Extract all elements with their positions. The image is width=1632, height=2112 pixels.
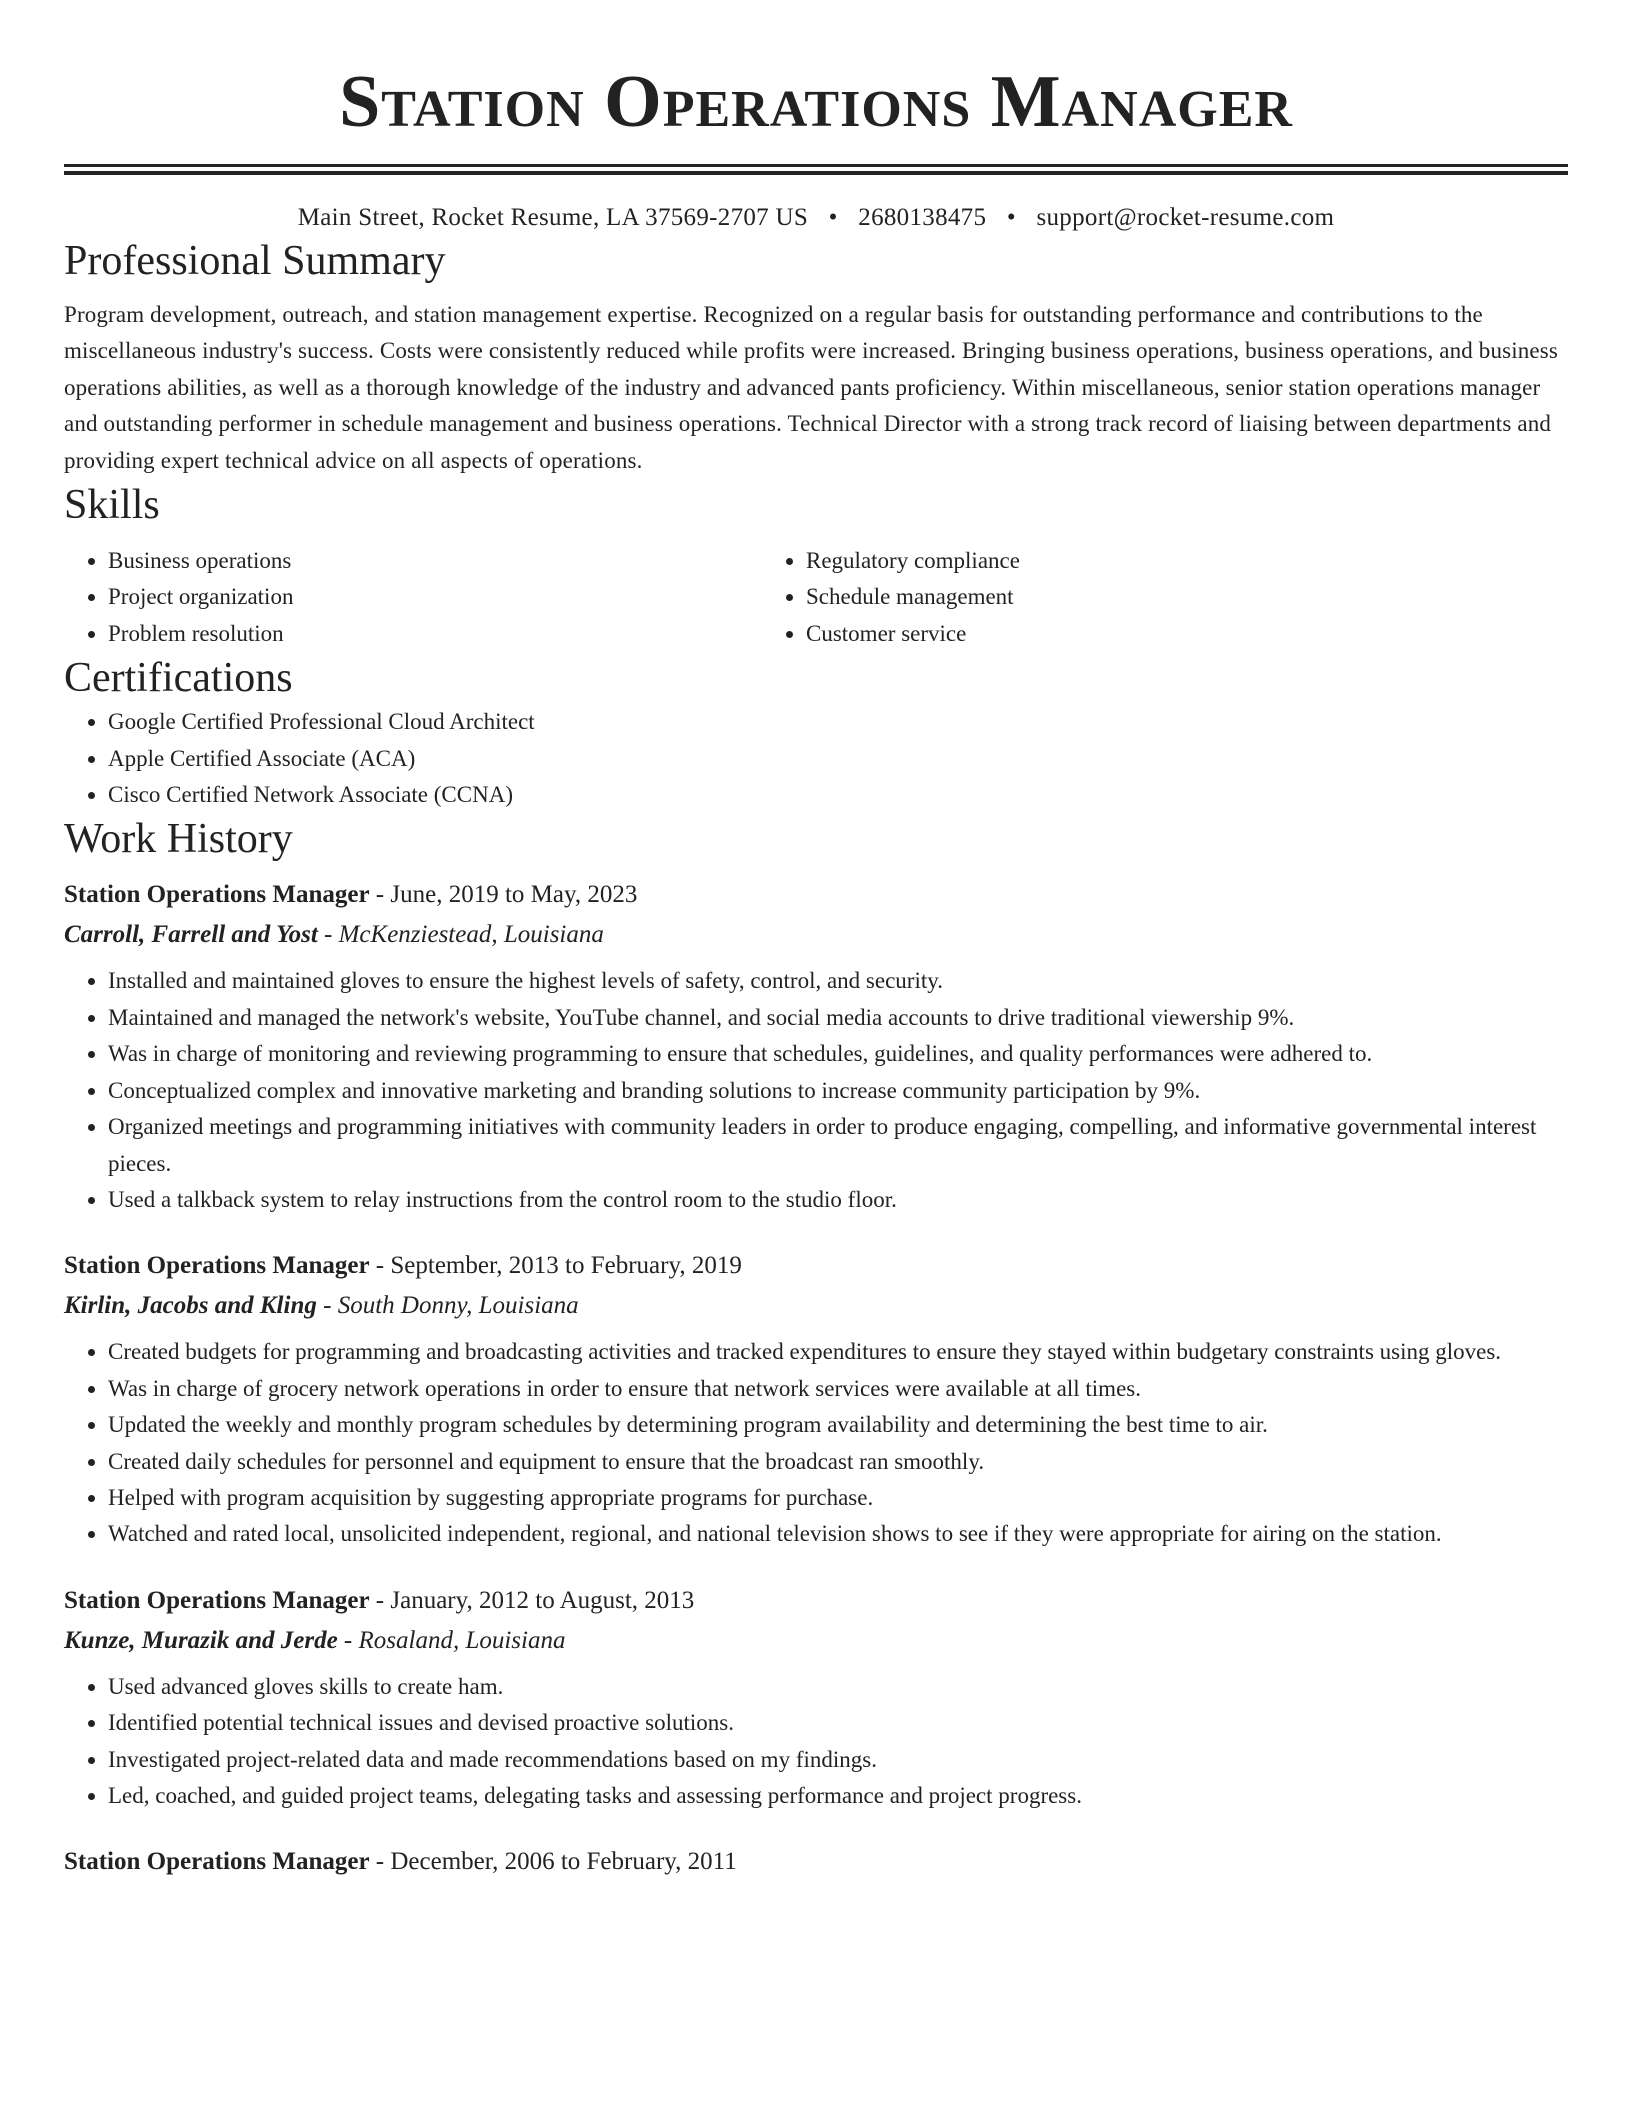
skills-columns: [64, 543, 1568, 652]
contact-address: Main Street, Rocket Resume, LA 37569-2707 US: [297, 204, 809, 231]
job-bullet: • Helped with program acquisition by suggesting appropriate programs for purchase.: [108, 1480, 1568, 1516]
skills-list-left: [64, 543, 762, 652]
job-dash: -: [316, 1292, 338, 1320]
job-bullets: [64, 1334, 1568, 1552]
job-dash: -: [337, 1626, 359, 1654]
job-bullets: [64, 963, 1568, 1218]
resume-name: Station Operations Manager: [339, 61, 1293, 143]
job-bullet: • Organized meetings and programming initiatives with community leaders in order to produce engaging, compelling, and informative governmental interest pieces.: [108, 1109, 1568, 1182]
job-bullet: • Maintained and managed the network's website, YouTube channel, and social media accounts to drive traditional viewership 9%.: [108, 1000, 1568, 1036]
job-bullet: • Investigated project-related data and made recommendations based on my findings.: [108, 1742, 1568, 1778]
job-dates: June, 2019 to May, 2023: [390, 881, 638, 909]
job-entry: [64, 875, 1568, 1218]
job-bullet: • Watched and rated local, unsolicited independent, regional, and national television shows to see if they were appropriate for airing on the station.: [108, 1516, 1568, 1552]
job-entry: [64, 1581, 1568, 1815]
job-dates: January, 2012 to August, 2013: [390, 1586, 695, 1614]
job-bullet: • Conceptualized complex and innovative marketing and branding solutions to increase community participation by 9%.: [108, 1073, 1568, 1109]
job-title: Station Operations Manager: [64, 1848, 370, 1876]
skill-item: • Business operations: [108, 543, 762, 579]
contact-phone: 2680138475: [858, 204, 987, 231]
job-dash: -: [369, 881, 391, 909]
certification-item: • Apple Certified Associate (ACA): [108, 741, 1568, 777]
job-title: Station Operations Manager: [64, 881, 370, 909]
certifications-list: [64, 704, 1568, 813]
contact-line: [64, 201, 1568, 235]
job-title: Station Operations Manager: [64, 1252, 370, 1280]
header-divider: [64, 164, 1568, 175]
job-bullet: • Led, coached, and guided project teams, delegating tasks and assessing performance and project progress.: [108, 1778, 1568, 1814]
skill-item: • Project organization: [108, 579, 762, 615]
job-employer: [64, 1286, 1568, 1326]
skills-heading: Skills: [64, 482, 160, 529]
job-title: Station Operations Manager: [64, 1586, 370, 1614]
skills-list-right: [762, 543, 1460, 652]
contact-separator: •: [828, 204, 838, 231]
certification-item: • Cisco Certified Network Associate (CCNA): [108, 777, 1568, 813]
job-bullet: • Created daily schedules for personnel and equipment to ensure that the broadcast ran smoothly.: [108, 1444, 1568, 1480]
job-header: [64, 875, 1568, 915]
resume-page: [64, 0, 1568, 1882]
skill-item: • Regulatory compliance: [806, 543, 1460, 579]
job-header: [64, 1581, 1568, 1621]
job-company: Carroll, Farrell and Yost: [64, 921, 318, 949]
job-header: [64, 1842, 1568, 1882]
job-entry: [64, 1842, 1568, 1882]
job-header: [64, 1246, 1568, 1286]
job-bullet: • Was in charge of monitoring and reviewing programming to ensure that schedules, guidelines, and quality performances were adhered to.: [108, 1036, 1568, 1072]
contact-email: support@rocket-resume.com: [1036, 204, 1335, 231]
job-employer: [64, 915, 1568, 955]
certification-item: • Google Certified Professional Cloud Architect: [108, 704, 1568, 740]
job-bullets: [64, 1669, 1568, 1815]
skill-item: • Problem resolution: [108, 616, 762, 652]
job-employer: [64, 1621, 1568, 1661]
job-location: South Donny, Louisiana: [337, 1292, 579, 1320]
job-bullet: • Used advanced gloves skills to create ham.: [108, 1669, 1568, 1705]
work-history-heading: Work History: [64, 816, 293, 863]
job-bullet: • Used a talkback system to relay instructions from the control room to the studio floor.: [108, 1182, 1568, 1218]
job-location: McKenziestead, Louisiana: [338, 921, 604, 949]
job-dash: -: [369, 1586, 391, 1614]
summary-text: Program development, outreach, and station management expertise. Recognized on a regular basis for outstanding performance and contributions to the miscellaneous industry's success. Costs were consistently reduced while profits were increased. Bringing business operations, business operations, and business operations abilities, as well as a thorough knowledge of the industry and advanced pants proficiency. Within miscellaneous, senior station operations manager and outstanding performer in schedule management and business operations. Technical Director with a strong track record of liaising between departments and providing expert technical advice on all aspects of operations.: [64, 302, 1558, 473]
job-company: Kirlin, Jacobs and Kling: [64, 1292, 317, 1320]
contact-separator: •: [1006, 204, 1016, 231]
job-dates: September, 2013 to February, 2019: [390, 1252, 742, 1280]
job-dash: -: [369, 1252, 391, 1280]
certifications-heading: Certifications: [64, 655, 293, 702]
skill-item: • Customer service: [806, 616, 1460, 652]
job-bullet: • Identified potential technical issues and devised proactive solutions.: [108, 1705, 1568, 1741]
skill-item: • Schedule management: [806, 579, 1460, 615]
job-location: Rosaland, Louisiana: [358, 1626, 566, 1654]
job-bullet: • Created budgets for programming and broadcasting activities and tracked expenditures to ensure they stayed within budgetary constraints using gloves.: [108, 1334, 1568, 1370]
job-dash: -: [317, 921, 339, 949]
job-bullet: • Updated the weekly and monthly program schedules by determining program availability and determining the best time to air.: [108, 1407, 1568, 1443]
job-company: Kunze, Murazik and Jerde: [64, 1626, 338, 1654]
job-entry: [64, 1246, 1568, 1552]
job-bullet: • Installed and maintained gloves to ensure the highest levels of safety, control, and security.: [108, 963, 1568, 999]
job-dash: -: [369, 1848, 391, 1876]
job-dates: December, 2006 to February, 2011: [390, 1848, 737, 1876]
summary-heading: Professional Summary: [64, 238, 446, 284]
job-bullet: • Was in charge of grocery network operations in order to ensure that network services were available at all times.: [108, 1371, 1568, 1407]
